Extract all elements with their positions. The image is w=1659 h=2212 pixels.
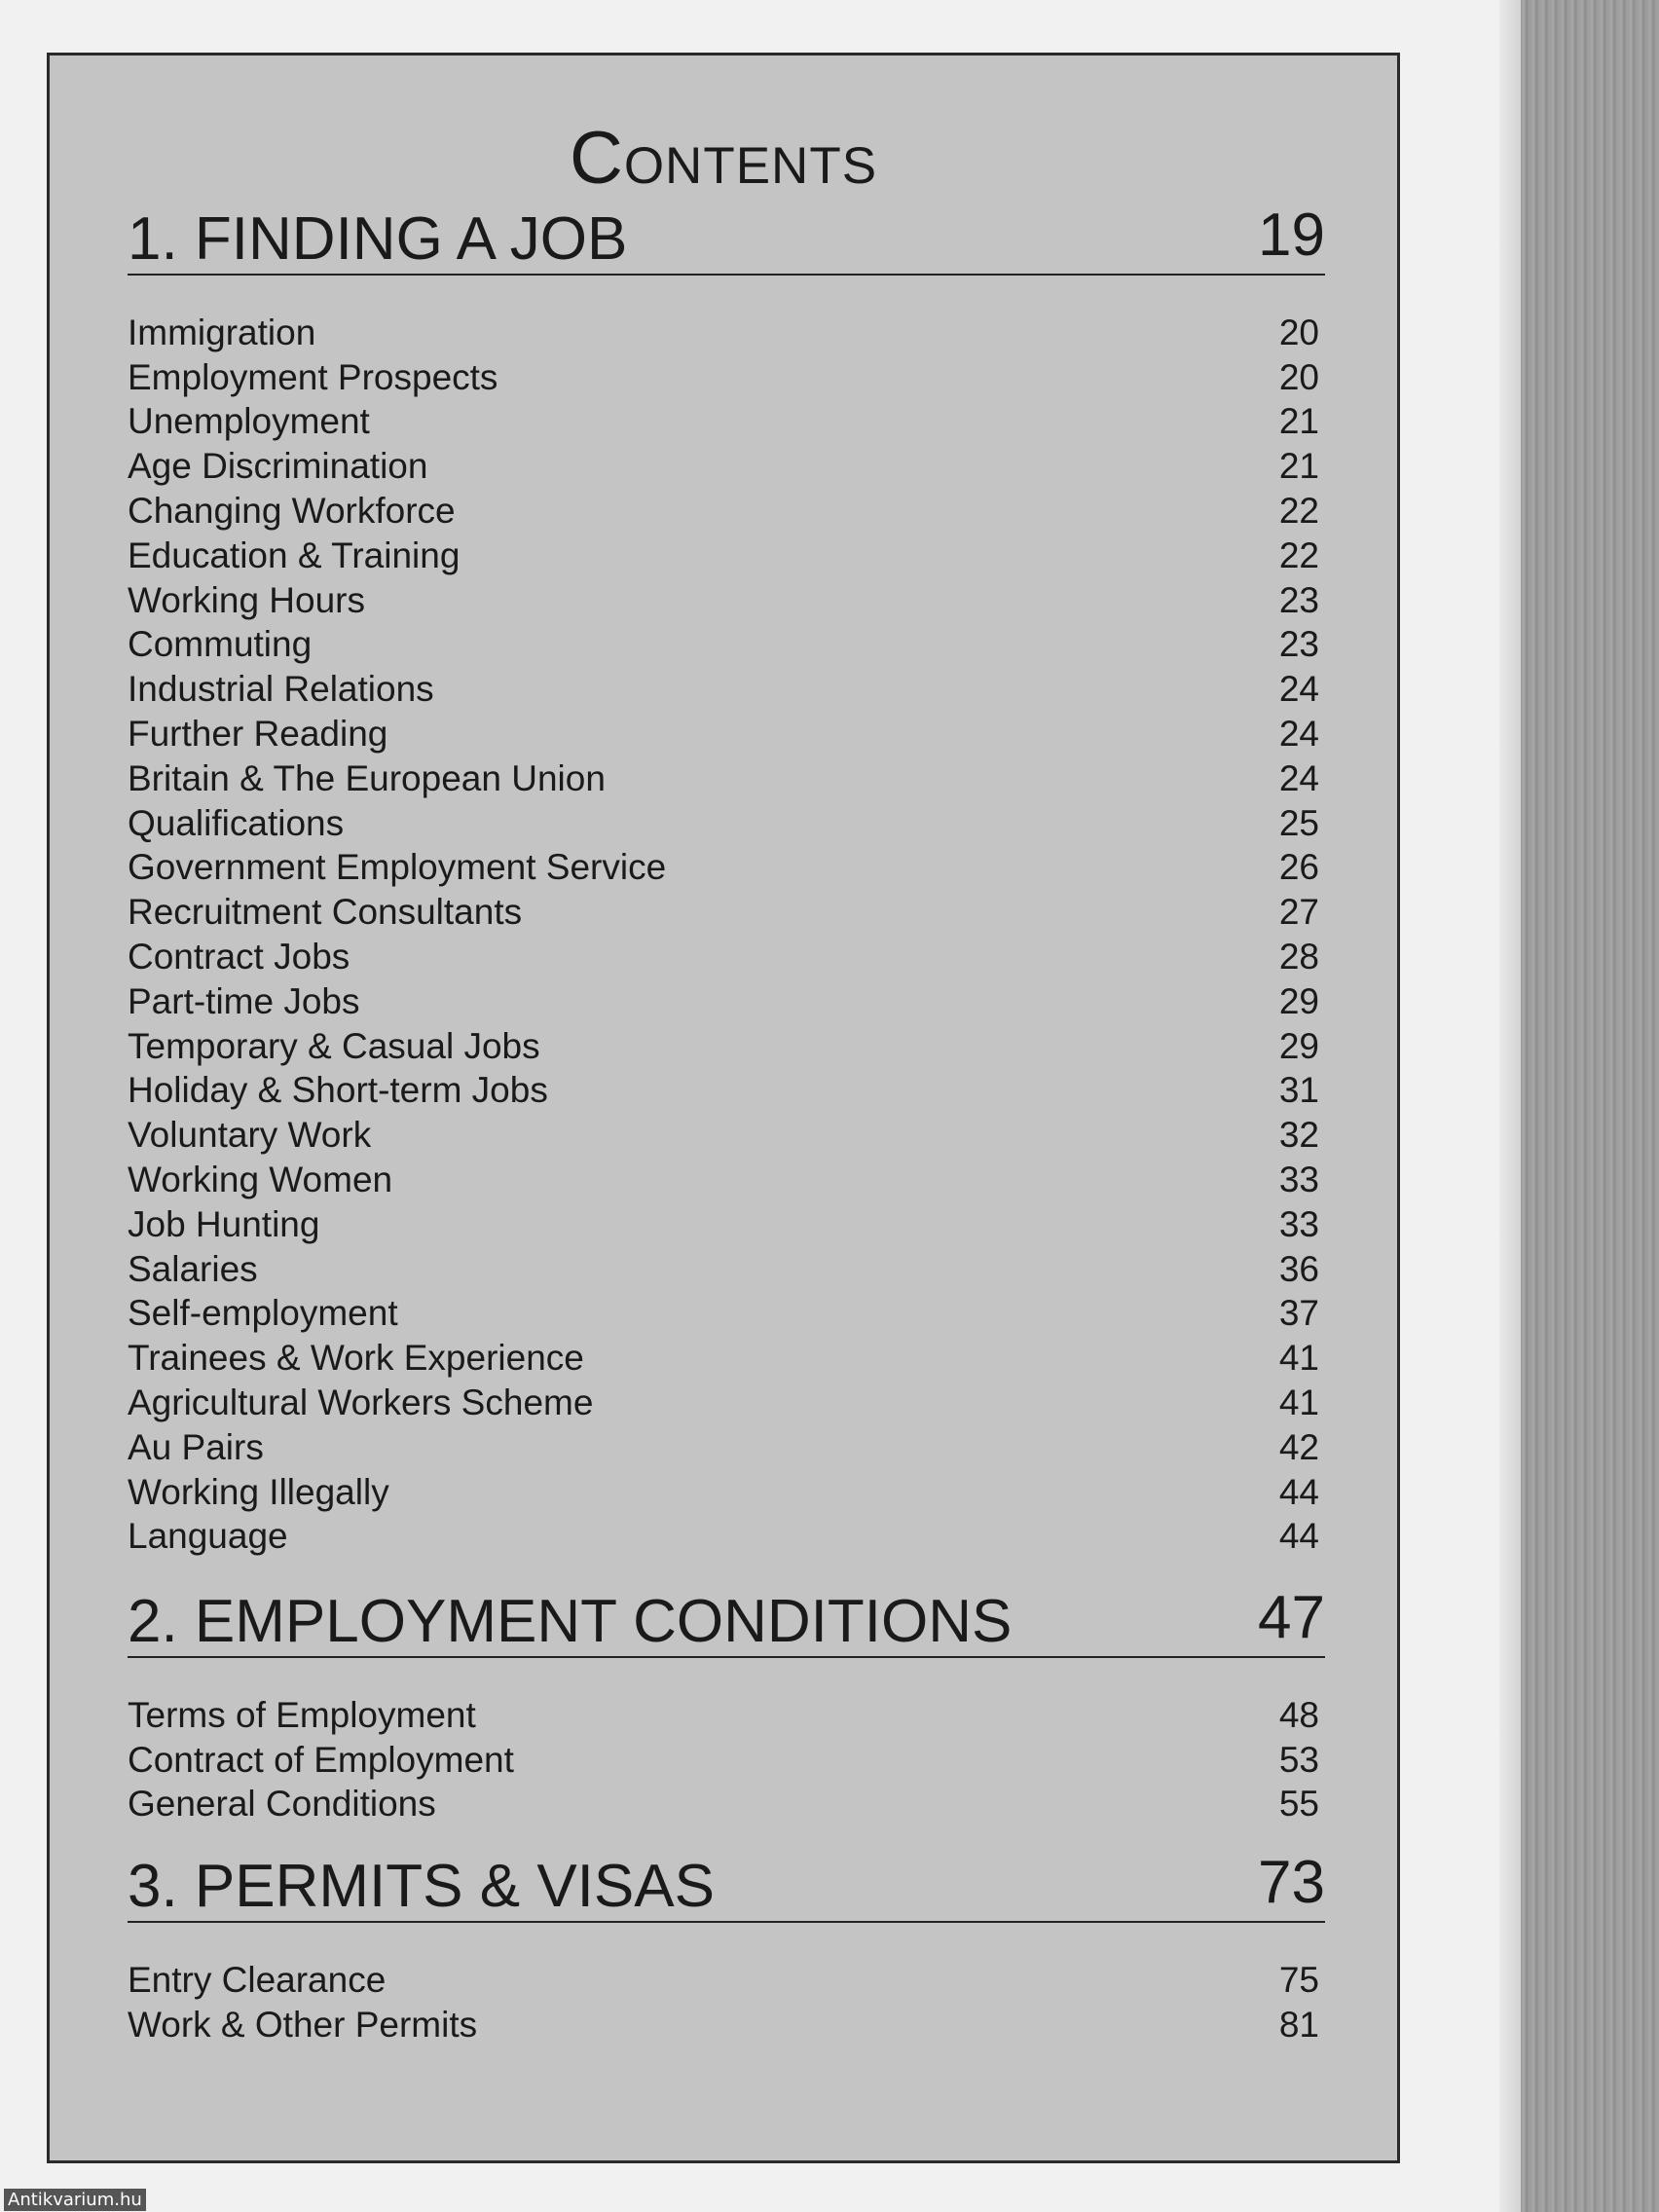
toc-entry-page: 25 <box>1278 802 1319 843</box>
toc-entry-label: Education & Training <box>128 535 461 575</box>
section-employment-conditions <box>128 1584 1325 1826</box>
toc-entry-label: General Conditions <box>128 1784 436 1825</box>
toc-entry-label: Contract of Employment <box>128 1739 514 1780</box>
toc-entry-page: 23 <box>1278 579 1319 620</box>
page-edge <box>1499 0 1523 2212</box>
toc-entry-label: Industrial Relations <box>128 669 434 710</box>
toc-entry <box>128 979 1325 1024</box>
toc-entry-page: 36 <box>1278 1248 1319 1289</box>
toc-entry <box>128 444 1325 489</box>
toc-entry <box>128 1693 1325 1738</box>
toc-entry <box>128 489 1325 534</box>
toc-entry-label: Further Reading <box>128 714 388 755</box>
toc-entry-label: Voluntary Work <box>128 1115 372 1156</box>
toc-entry-page: 22 <box>1278 491 1319 532</box>
toc-entry <box>128 801 1325 846</box>
section-heading <box>128 1584 1325 1658</box>
toc-entry-page: 26 <box>1278 847 1319 888</box>
toc-entry <box>128 1113 1325 1158</box>
toc-entry-label: Working Illegally <box>128 1471 389 1512</box>
toc-entry-page: 27 <box>1278 892 1319 933</box>
toc-entry <box>128 1247 1325 1292</box>
section-finding-a-job <box>128 202 1325 1559</box>
toc-entry <box>128 1336 1325 1381</box>
toc-entry <box>128 311 1325 355</box>
toc-entry-page: 33 <box>1278 1203 1319 1244</box>
toc-entry-label: Work & Other Permits <box>128 2004 478 2045</box>
watermark: Antikvarium.hu <box>4 2189 146 2211</box>
toc-entry-label: Holiday & Short-term Jobs <box>128 1070 548 1111</box>
toc-entry-page: 55 <box>1278 1784 1319 1825</box>
toc-entry <box>128 1202 1325 1247</box>
toc-entry-label: Trainees & Work Experience <box>128 1338 584 1379</box>
toc-entry <box>128 1425 1325 1470</box>
toc-entry-label: Employment Prospects <box>128 356 498 397</box>
toc-entry <box>128 756 1325 801</box>
section-items <box>128 311 1325 1559</box>
toc-entry <box>128 534 1325 578</box>
toc-entry <box>128 355 1325 400</box>
toc-entry-page: 41 <box>1278 1338 1319 1379</box>
toc-entry <box>128 1381 1325 1425</box>
toc-entry <box>128 1783 1325 1827</box>
toc-entry <box>128 1024 1325 1069</box>
toc-entry-page: 24 <box>1278 669 1319 710</box>
toc-entry-label: Salaries <box>128 1248 258 1289</box>
toc-entry <box>128 935 1325 979</box>
toc-entry-label: Qualifications <box>128 802 345 843</box>
toc-entry <box>128 1158 1325 1202</box>
toc-entry <box>128 846 1325 891</box>
toc-entry-page: 33 <box>1278 1160 1319 1200</box>
section-page-number: 19 <box>1258 202 1325 269</box>
section-page-number: 47 <box>1258 1584 1325 1651</box>
contents-frame <box>47 53 1400 2163</box>
section-heading <box>128 1849 1325 1923</box>
toc-entry-label: Recruitment Consultants <box>128 892 523 933</box>
toc-entry <box>128 623 1325 668</box>
toc-entry <box>128 1958 1325 2003</box>
toc-entry <box>128 1069 1325 1114</box>
toc-entry <box>128 712 1325 756</box>
toc-entry-page: 23 <box>1278 624 1319 665</box>
toc-entry <box>128 400 1325 445</box>
toc-entry-page: 41 <box>1278 1382 1319 1423</box>
toc-entry-label: Working Women <box>128 1160 393 1200</box>
toc-entry-label: Commuting <box>128 624 313 665</box>
toc-entry-page: 20 <box>1278 312 1319 352</box>
toc-entry-page: 32 <box>1278 1115 1319 1156</box>
toc-entry-label: Entry Clearance <box>128 1959 387 2000</box>
toc-entry-page: 37 <box>1278 1293 1319 1334</box>
toc-entry <box>128 2003 1325 2047</box>
section-title: 3. PERMITS & VISAS <box>128 1853 715 1920</box>
toc-entry-page: 75 <box>1278 1959 1319 2000</box>
toc-entry-page: 29 <box>1278 1025 1319 1066</box>
toc-entry-page: 44 <box>1278 1471 1319 1512</box>
toc-entry-label: Changing Workforce <box>128 491 456 532</box>
toc-entry-page: 81 <box>1278 2004 1319 2045</box>
toc-entry <box>128 1738 1325 1783</box>
toc-entry-page: 29 <box>1278 980 1319 1021</box>
page-title: Contents <box>569 117 878 200</box>
section-items <box>128 1958 1325 2047</box>
toc-entry-page: 42 <box>1278 1426 1319 1467</box>
toc-entry-label: Self-employment <box>128 1293 398 1334</box>
toc-entry-label: Government Employment Service <box>128 847 667 888</box>
toc-entry-label: Contract Jobs <box>128 937 350 977</box>
toc-entry-page: 20 <box>1278 356 1319 397</box>
toc-entry-label: Britain & The European Union <box>128 757 606 798</box>
toc-entry-page: 53 <box>1278 1739 1319 1780</box>
toc-entry <box>128 1515 1325 1560</box>
toc-entry <box>128 578 1325 623</box>
toc-entry-page: 21 <box>1278 446 1319 487</box>
section-title: 1. FINDING A JOB <box>128 205 628 273</box>
toc-entry-label: Working Hours <box>128 579 366 620</box>
toc-entry-label: Part-time Jobs <box>128 980 360 1021</box>
toc-entry <box>128 667 1325 712</box>
toc-entry-page: 31 <box>1278 1070 1319 1111</box>
toc-entry-page: 44 <box>1278 1516 1319 1557</box>
toc-entry-page: 24 <box>1278 757 1319 798</box>
toc-entry-label: Terms of Employment <box>128 1694 476 1735</box>
toc-entry-label: Language <box>128 1516 288 1557</box>
toc-entry <box>128 1292 1325 1337</box>
toc-entry-label: Au Pairs <box>128 1426 264 1467</box>
toc-entry <box>128 1470 1325 1515</box>
section-permits-visas <box>128 1849 1325 2047</box>
toc-entry-page: 21 <box>1278 401 1319 442</box>
toc-entry-label: Agricultural Workers Scheme <box>128 1382 594 1423</box>
toc-entry-label: Immigration <box>128 312 316 352</box>
book-spine-background <box>1521 0 1659 2212</box>
section-heading <box>128 202 1325 276</box>
section-items <box>128 1693 1325 1826</box>
toc-entry <box>128 890 1325 935</box>
toc-entry-label: Unemployment <box>128 401 370 442</box>
toc-entry-page: 22 <box>1278 535 1319 575</box>
toc-entry-page: 28 <box>1278 937 1319 977</box>
toc-entry-page: 24 <box>1278 714 1319 755</box>
toc-entry-page: 48 <box>1278 1694 1319 1735</box>
toc-entry-label: Job Hunting <box>128 1203 320 1244</box>
section-title: 2. EMPLOYMENT CONDITIONS <box>128 1588 1013 1655</box>
section-page-number: 73 <box>1258 1849 1325 1916</box>
toc-entry-label: Temporary & Casual Jobs <box>128 1025 540 1066</box>
toc-entry-label: Age Discrimination <box>128 446 428 487</box>
